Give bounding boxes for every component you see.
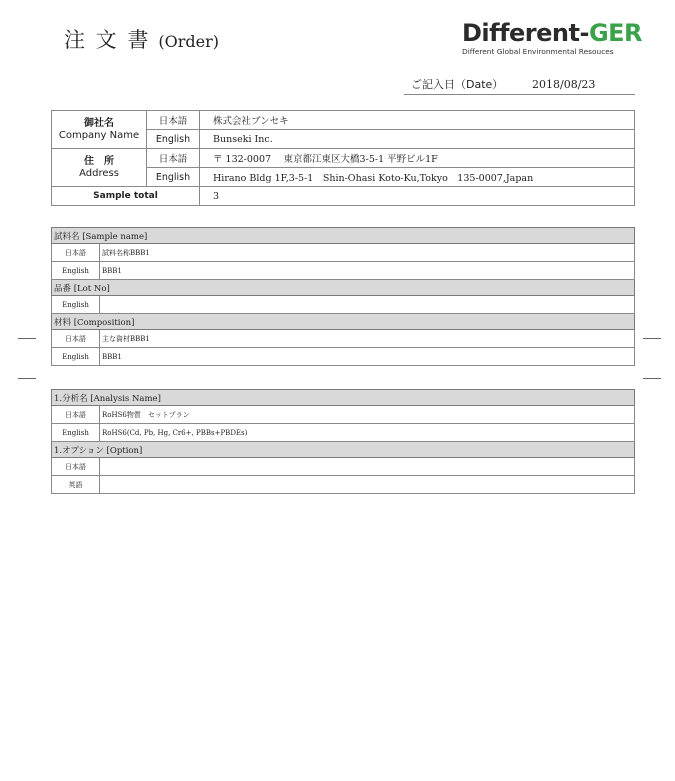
sample-table [51, 227, 635, 366]
sample-name-jp: 試料名称BBB1 [100, 244, 635, 262]
company-label-cell [52, 111, 147, 149]
company-row-jp [52, 111, 635, 130]
company-en-value: Bunseki Inc. [200, 130, 635, 149]
sample-total-value: 3 [200, 187, 635, 206]
section-header-row [52, 280, 635, 296]
lang-label: 日本語 [52, 406, 100, 424]
table-row [52, 458, 635, 476]
lang-label: 日本語 [52, 244, 100, 262]
address-jp-value: 〒 132-0007 東京都江東区大橋3-5-1 平野ビル1F [200, 149, 635, 168]
document-title [64, 24, 219, 54]
sample-total-label: Sample total [52, 187, 200, 206]
table-row [52, 244, 635, 262]
fold-mark-right-top [643, 338, 661, 339]
date-value: 2018/08/23 [532, 78, 596, 91]
composition-header: 材料 [Composition] [52, 314, 635, 330]
table-row [52, 262, 635, 280]
lang-label: English [147, 168, 200, 187]
lang-label: 日本語 [147, 149, 200, 168]
table-row [52, 330, 635, 348]
lang-label: English [52, 348, 100, 366]
address-en-value: Hirano Bldg 1F,3-5-1 Shin-Ohasi Koto-Ku,Tokyo 135-0007,Japan [200, 168, 635, 187]
sample-name-en: BBB1 [100, 262, 635, 280]
composition-en: BBB1 [100, 348, 635, 366]
lang-label: 日本語 [147, 111, 200, 130]
address-label-jp: 住 所 [84, 155, 114, 167]
customer-info-table [51, 110, 635, 206]
section-header-row [52, 442, 635, 458]
lang-label: English [52, 296, 100, 314]
analysis-header: 1.分析名 [Analysis Name] [52, 390, 635, 406]
fold-mark-left-top [18, 338, 36, 339]
date-row [404, 74, 635, 95]
table-row [52, 406, 635, 424]
lot-header: 品番 [Lot No] [52, 280, 635, 296]
logo-tagline: Different Global Environmental Resouces [462, 47, 614, 56]
logo-part2: GER [588, 19, 643, 47]
company-label-en: Company Name [58, 129, 140, 141]
lang-label: 日本語 [52, 330, 100, 348]
company-jp-value: 株式会社ブンセキ [200, 111, 635, 130]
sample-name-header: 試料名 [Sample name] [52, 228, 635, 244]
composition-jp: 主な資材BBB1 [100, 330, 635, 348]
fold-mark-left-bottom [18, 378, 36, 379]
option-header: 1.オプション [Option] [52, 442, 635, 458]
section-header-row [52, 314, 635, 330]
analysis-jp: RoHS6物質 セットプラン [100, 406, 635, 424]
table-row [52, 348, 635, 366]
title-text: 注 文 書 [64, 28, 151, 52]
option-en [100, 476, 635, 494]
address-row-jp [52, 149, 635, 168]
table-row [52, 296, 635, 314]
date-label: ご記入日（Date） [411, 78, 504, 91]
option-jp [100, 458, 635, 476]
lang-label: English [52, 424, 100, 442]
fold-mark-right-bottom [643, 378, 661, 379]
title-sub: (Order) [158, 32, 219, 51]
lot-en [100, 296, 635, 314]
logo-part1: Different- [462, 19, 589, 47]
analysis-table [51, 389, 635, 494]
sample-total-row [52, 187, 635, 206]
lang-label: English [147, 130, 200, 149]
company-logo [462, 20, 642, 56]
lang-label: 英語 [52, 476, 100, 494]
address-label-cell [52, 149, 147, 187]
address-label-en: Address [79, 167, 119, 179]
lang-label: 日本語 [52, 458, 100, 476]
logo-brand [462, 20, 642, 46]
lang-label: English [52, 262, 100, 280]
section-header-row [52, 228, 635, 244]
section-header-row [52, 390, 635, 406]
analysis-en: RoHS6(Cd, Pb, Hg, Cr6+, PBBs+PBDEs) [100, 424, 635, 442]
table-row [52, 476, 635, 494]
table-row [52, 424, 635, 442]
company-label-jp: 御社名 [84, 117, 114, 129]
